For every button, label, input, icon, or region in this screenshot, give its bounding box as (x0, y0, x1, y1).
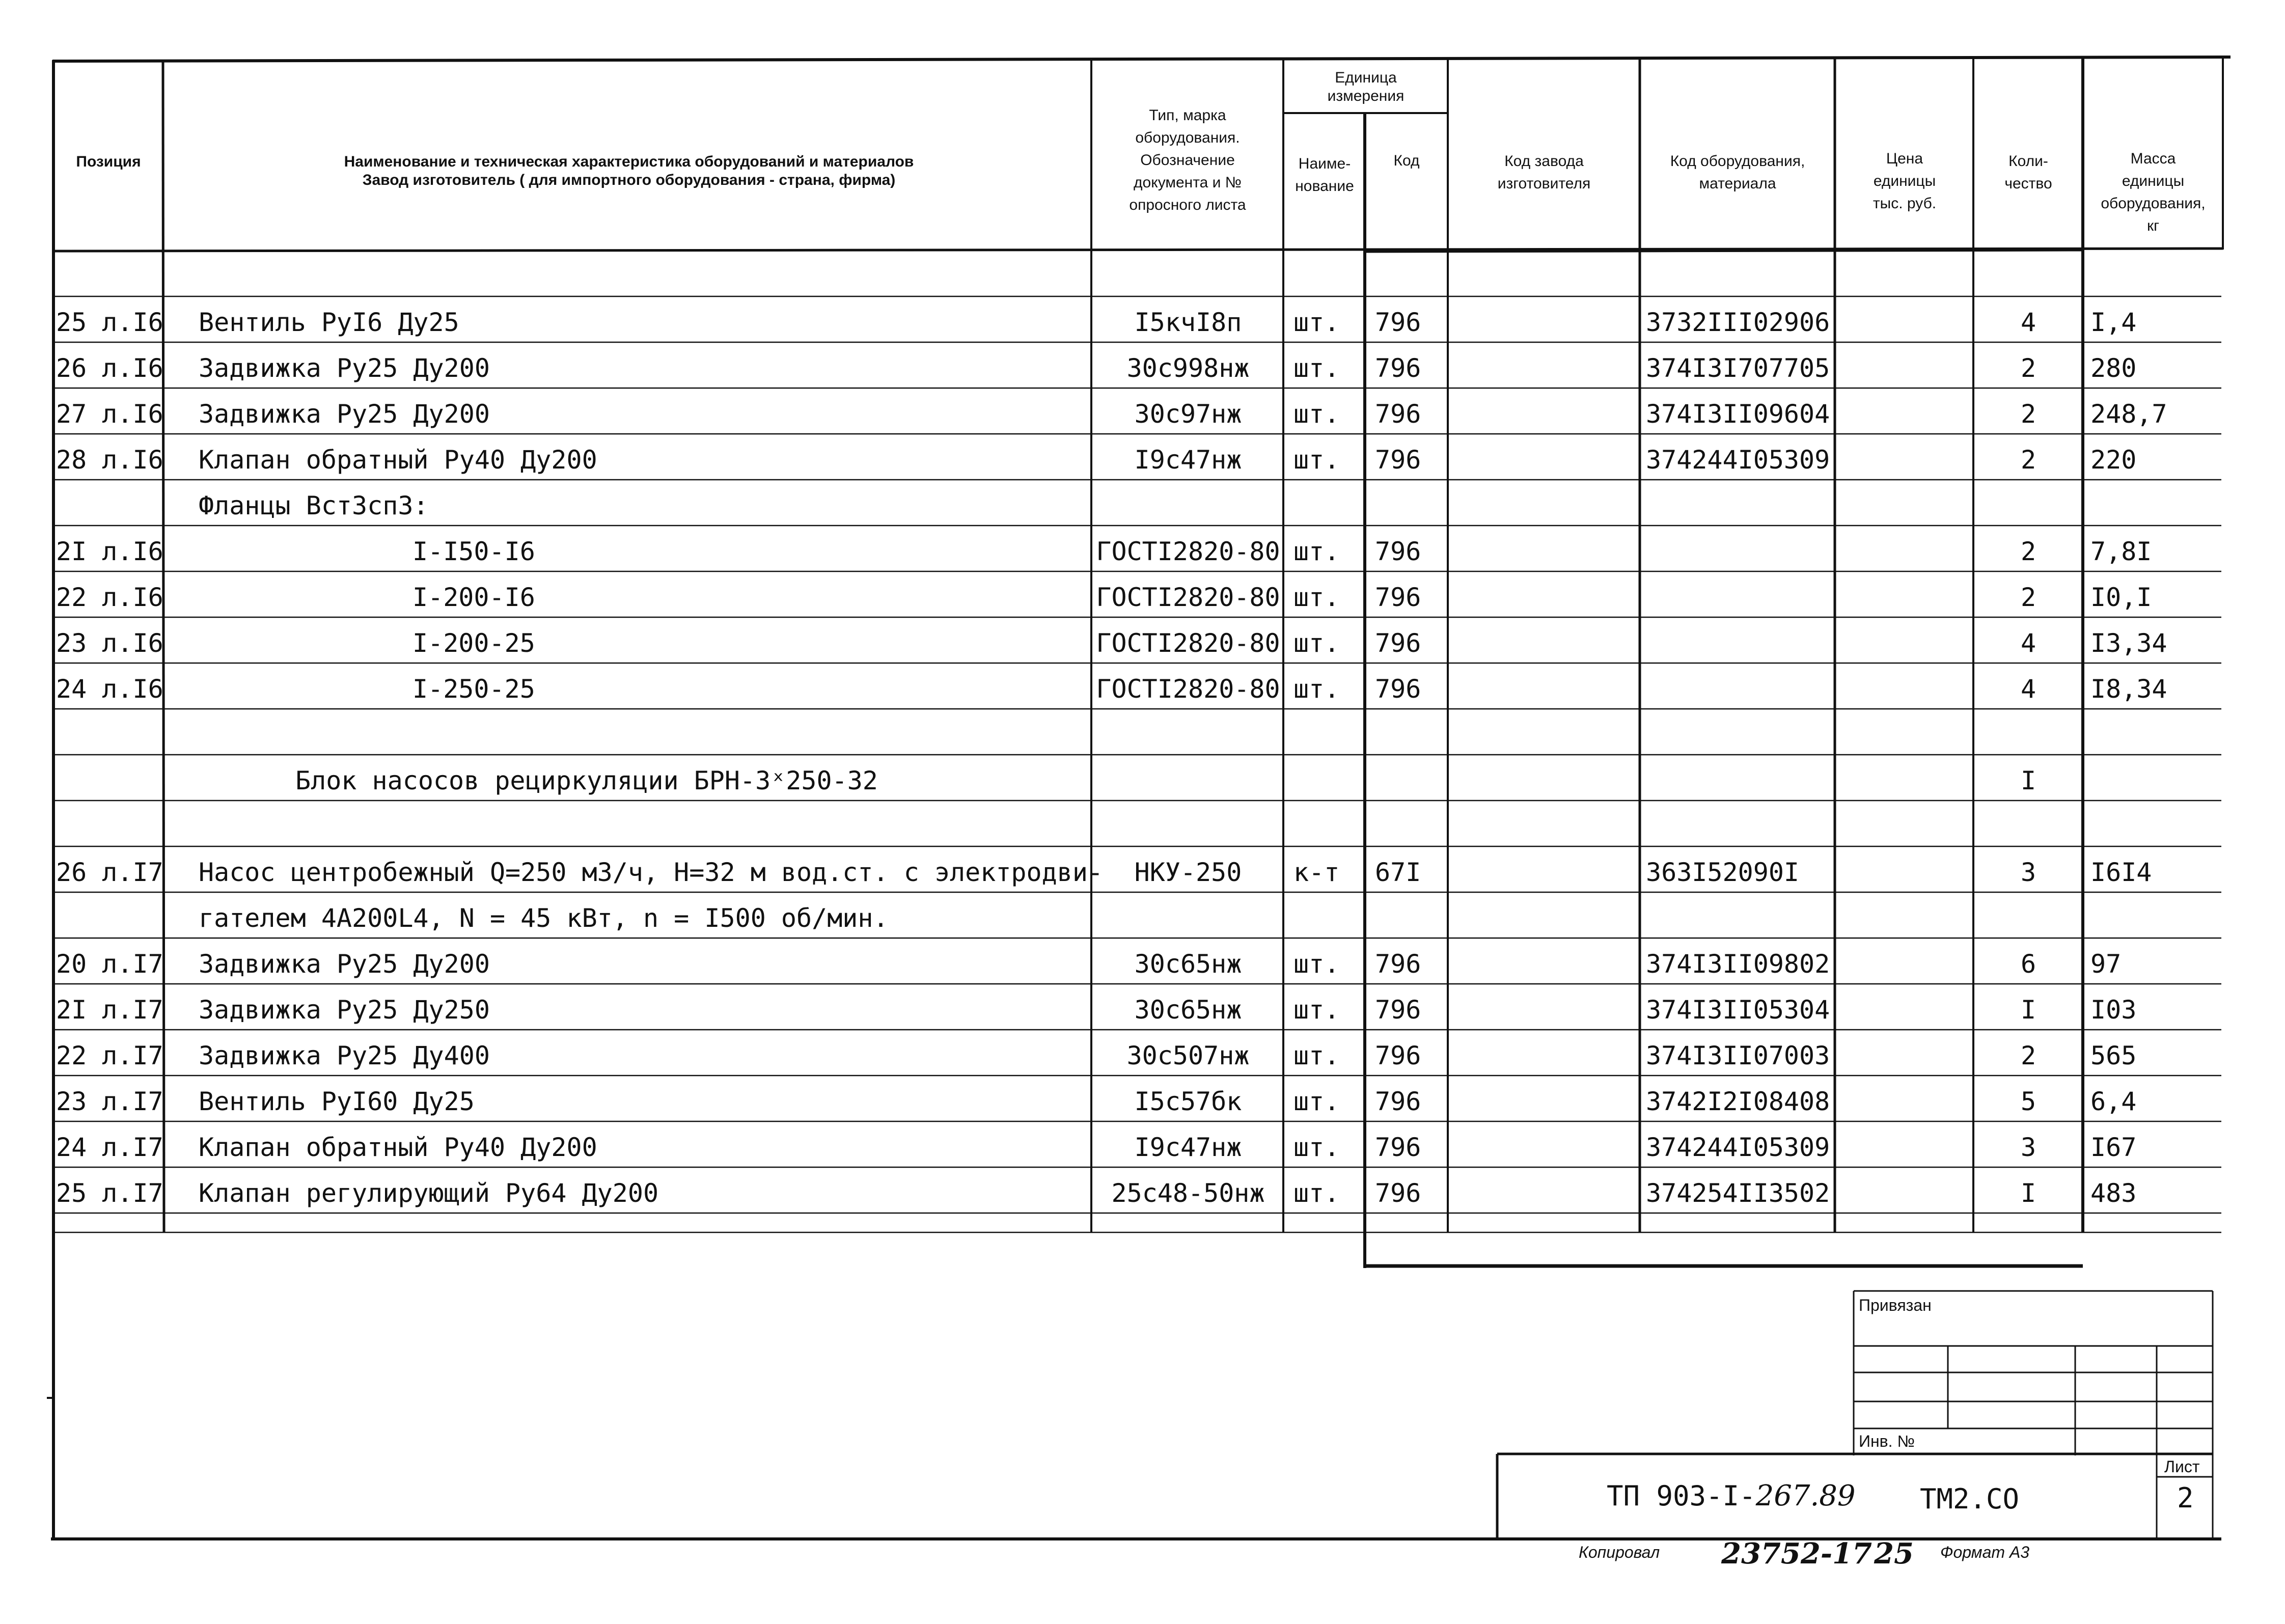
cell-unit-code: 796 (1375, 1178, 1421, 1208)
doc-suffix: ТМ2.СО (1920, 1483, 2020, 1515)
cell-position: 26 л.I7 (56, 858, 163, 887)
cell-mass: 248,7 (2090, 399, 2167, 429)
cell-name: Вентиль РуI60 Ду25 (199, 1087, 475, 1116)
cell-unit-code: 796 (1375, 1133, 1421, 1162)
cell-equipment-code: 3742I2I08408 (1646, 1087, 1830, 1116)
cell-position: 24 л.I6 (56, 674, 163, 704)
cell-equipment-code: 374244I05309 (1646, 1133, 1830, 1162)
cell-mass: I3,34 (2090, 628, 2167, 658)
cell-quantity: 2 (2020, 353, 2036, 383)
cell-name: I-250-25 (412, 674, 535, 704)
cell-position: 23 л.I6 (56, 628, 163, 658)
cell-unit-code: 796 (1375, 995, 1421, 1025)
cell-name: Клапан обратный Ру40 Ду200 (199, 1133, 597, 1162)
cell-unit-code: 67I (1375, 858, 1421, 887)
cell-quantity: 6 (2020, 949, 2036, 979)
header-equipment-code: Код оборудования, материала (1670, 153, 1805, 192)
header-type: Тип, марка оборудования. Обозначение документа и № опросного листа (1129, 107, 1246, 213)
cell-equipment-code: 374I3I707705 (1646, 353, 1830, 383)
cell-position: 23 л.I7 (56, 1087, 163, 1116)
copy-number: 23752-17 (1721, 1537, 1872, 1571)
cell-equipment-code: 3732III02906 (1646, 308, 1830, 337)
cell-quantity: 4 (2020, 628, 2036, 658)
cell-unit-code: 796 (1375, 537, 1421, 566)
document-designation (1607, 1479, 1856, 1512)
cell-quantity: 5 (2020, 1087, 2036, 1116)
cell-type: ГОСТI2820-80 (1096, 674, 1280, 704)
cell-unit: шт. (1293, 353, 1340, 383)
cell-unit-code: 796 (1375, 583, 1421, 612)
copy-page: 25 (1874, 1537, 1914, 1571)
cell-quantity: 2 (2020, 1041, 2036, 1070)
cell-unit: шт. (1293, 1041, 1340, 1070)
header-unit-name: Наиме- нование (1295, 155, 1354, 195)
cell-equipment-code: 374254II3502 (1646, 1178, 1830, 1208)
cell-position: 26 л.I6 (56, 353, 163, 383)
cell-quantity: 3 (2020, 1133, 2036, 1162)
cell-type: I9с47нж (1134, 1133, 1242, 1162)
cell-unit-code: 796 (1375, 949, 1421, 979)
cell-quantity: 2 (2020, 583, 2036, 612)
cell-position: 2I л.I6 (56, 537, 163, 566)
cell-mass: 565 (2090, 1041, 2137, 1070)
cell-mass: 6,4 (2090, 1087, 2137, 1116)
cell-quantity: I (2020, 766, 2036, 795)
cell-unit: шт. (1293, 674, 1340, 704)
cell-quantity: 4 (2020, 308, 2036, 337)
header-mass: Масса единицы оборудования, кг (2101, 150, 2206, 234)
cell-unit-code: 796 (1375, 674, 1421, 704)
cell-unit-code: 796 (1375, 445, 1421, 475)
cell-unit: шт. (1293, 995, 1340, 1025)
cell-equipment-code: 374I3II09802 (1646, 949, 1830, 979)
cell-mass: I67 (2090, 1133, 2137, 1162)
cell-position: 2I л.I7 (56, 995, 163, 1025)
cell-quantity: 3 (2020, 858, 2036, 887)
header-unit-group: Единица измерения (1327, 69, 1405, 104)
cell-unit: шт. (1293, 1087, 1340, 1116)
cell-mass: I03 (2090, 995, 2137, 1025)
cell-name: Клапан регулирующий Ру64 Ду200 (199, 1178, 659, 1208)
cell-mass: 280 (2090, 353, 2137, 383)
cell-position: 22 л.I6 (56, 583, 163, 612)
cell-unit: к-т (1293, 858, 1340, 887)
cell-position: 27 л.I6 (56, 399, 163, 429)
cell-quantity: I (2020, 1178, 2036, 1208)
cell-name: Задвижка Ру25 Ду250 (199, 995, 490, 1025)
cell-name: Блок насосов рециркуляции БРН-3ˣ250-32 (295, 766, 878, 795)
cell-name: Фланцы ВстЗсп3: (199, 491, 429, 520)
cell-quantity: 2 (2020, 445, 2036, 475)
format-label: Формат А3 (1940, 1543, 2030, 1561)
cell-quantity: I (2020, 995, 2036, 1025)
cell-equipment-code: 374I3II05304 (1646, 995, 1830, 1025)
cell-name: Задвижка Ру25 Ду400 (199, 1041, 490, 1070)
cell-type: НКУ-250 (1134, 858, 1242, 887)
cell-type: 30с65нж (1134, 949, 1242, 979)
cell-quantity: 2 (2020, 537, 2036, 566)
cell-unit: шт. (1293, 1133, 1340, 1162)
cell-type: ГОСТI2820-80 (1096, 537, 1280, 566)
header-price: Цена единицы тыс. руб. (1873, 150, 1937, 212)
cell-name: I-I50-I6 (412, 537, 535, 566)
cell-type: 30с97нж (1134, 399, 1242, 429)
cell-position: 25 л.I6 (56, 308, 163, 337)
cell-unit: шт. (1293, 949, 1340, 979)
cell-type: 30с998нж (1126, 353, 1250, 383)
cell-position: 22 л.I7 (56, 1041, 163, 1070)
doc-code: ТП 903-I- (1607, 1480, 1756, 1512)
cell-unit: шт. (1293, 628, 1340, 658)
cell-name: гателем 4А200L4, N = 45 кВт, n = I500 об/мин. (199, 903, 889, 933)
header-unit-code: Код (1393, 152, 1420, 169)
cell-equipment-code: 374244I05309 (1646, 445, 1830, 475)
cell-unit: шт. (1293, 583, 1340, 612)
copied-label: Копировал (1579, 1543, 1660, 1561)
cell-type: I5кчI8п (1134, 308, 1242, 337)
sheet-label: Лист (2164, 1457, 2200, 1476)
cell-equipment-code: 363I52090I (1646, 858, 1800, 887)
cell-unit-code: 796 (1375, 628, 1421, 658)
sheet-number: 2 (2177, 1482, 2194, 1514)
cell-unit-code: 796 (1375, 1041, 1421, 1070)
inventory-label: Инв. № (1859, 1432, 1915, 1450)
cell-unit: шт. (1293, 308, 1340, 337)
cell-name: Клапан обратный Ру40 Ду200 (199, 445, 597, 475)
cell-unit-code: 796 (1375, 308, 1421, 337)
cell-type: ГОСТI2820-80 (1096, 628, 1280, 658)
cell-unit-code: 796 (1375, 1087, 1421, 1116)
header-quantity: Коли- чество (2004, 153, 2052, 192)
doc-code-handwritten: 267.89 (1755, 1479, 1856, 1512)
cell-position: 25 л.I7 (56, 1178, 163, 1208)
cell-mass: 220 (2090, 445, 2137, 475)
cell-mass: I0,I (2090, 583, 2152, 612)
cell-name: Задвижка Ру25 Ду200 (199, 949, 490, 979)
cell-unit: шт. (1293, 399, 1340, 429)
cell-mass: 483 (2090, 1178, 2137, 1208)
header-factory-code: Код завода изготовителя (1497, 153, 1591, 192)
cell-quantity: 4 (2020, 674, 2036, 704)
cell-unit-code: 796 (1375, 353, 1421, 383)
cell-name: Задвижка Ру25 Ду200 (199, 353, 490, 383)
cell-unit: шт. (1293, 1178, 1340, 1208)
cell-equipment-code: 374I3II09604 (1646, 399, 1830, 429)
cell-name: Задвижка Ру25 Ду200 (199, 399, 490, 429)
cell-type: 30с507нж (1126, 1041, 1250, 1070)
cell-name: Вентиль РуI6 Ду25 (199, 308, 459, 337)
cell-unit: шт. (1293, 445, 1340, 475)
cell-type: I9с47нж (1134, 445, 1242, 475)
bound-label: Привязан (1859, 1296, 1932, 1314)
cell-type: ГОСТI2820-80 (1096, 583, 1280, 612)
cell-equipment-code: 374I3II07003 (1646, 1041, 1830, 1070)
cell-name: I-200-I6 (412, 583, 535, 612)
cell-name: Насос центробежный Q=250 м3/ч, Н=32 м вод.ст. с электродви- (199, 858, 1104, 887)
cell-mass: 7,8I (2090, 537, 2152, 566)
cell-mass: I6I4 (2090, 858, 2152, 887)
cell-type: 30с65нж (1134, 995, 1242, 1025)
cell-position: 20 л.I7 (56, 949, 163, 979)
cell-type: I5с57бк (1134, 1087, 1242, 1116)
header-name: Наименование и техническая характеристика оборудований и материалов Завод изготовитель ( для импортного оборудования - страна, фирма) (344, 153, 914, 188)
header-position: Позиция (76, 153, 141, 170)
cell-quantity: 2 (2020, 399, 2036, 429)
cell-mass: I8,34 (2090, 674, 2167, 704)
cell-mass: I,4 (2090, 308, 2137, 337)
cell-position: 28 л.I6 (56, 445, 163, 475)
cell-name: I-200-25 (412, 628, 535, 658)
cell-unit: шт. (1293, 537, 1340, 566)
cell-position: 24 л.I7 (56, 1133, 163, 1162)
cell-type: 25с48-50нж (1111, 1178, 1265, 1208)
cell-mass: 97 (2090, 949, 2122, 979)
cell-unit-code: 796 (1375, 399, 1421, 429)
